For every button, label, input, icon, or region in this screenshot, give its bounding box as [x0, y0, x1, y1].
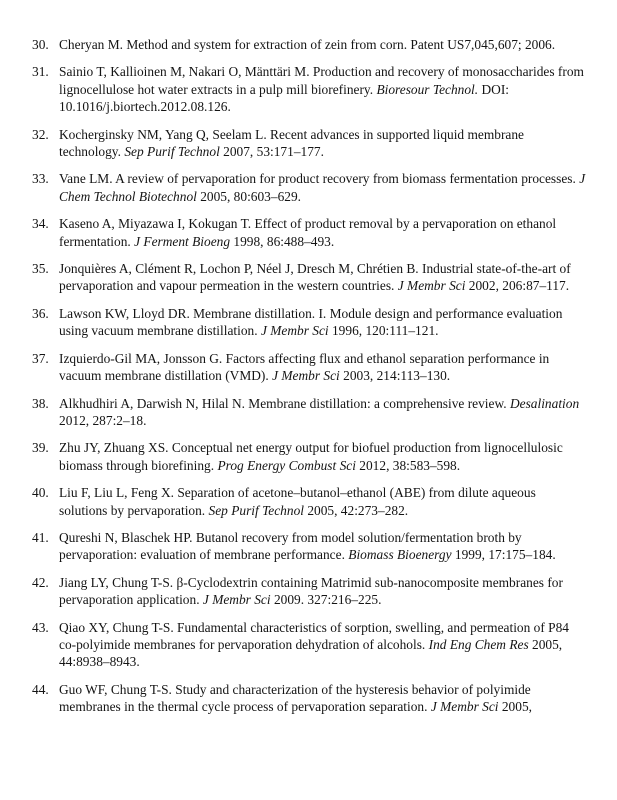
reference-text: Kocherginsky NM, Yang Q, Seelam L. Recent advances in supported liquid membrane technology.: [59, 126, 524, 160]
reference-journal: Bioresour Technol.: [376, 81, 479, 97]
reference-item: [0, 681, 617, 716]
reference-text: Qureshi N, Blaschek HP. Butanol recovery from model solution/fermentation broth by pervaporation: evaluation of membrane performance.: [59, 529, 522, 563]
reference-item: [0, 260, 617, 295]
reference-item: [0, 36, 617, 53]
reference-item: [0, 170, 617, 205]
reference-item: [0, 350, 617, 385]
reference-number: 39.: [32, 440, 49, 456]
reference-volume-pages: 2002, 206:87–117.: [465, 278, 570, 294]
reference-journal: Sep Purif Technol: [208, 502, 304, 518]
reference-volume-pages: 2005,: [498, 699, 532, 715]
reference-number: 33.: [32, 171, 49, 187]
reference-volume-pages: 1999, 17:175–184.: [451, 547, 556, 563]
reference-item: [0, 529, 617, 564]
reference-item: [0, 395, 617, 430]
reference-volume-pages: DOI: 10.1016/j.biortech.2012.08.126.: [59, 81, 509, 115]
reference-number: 31.: [32, 64, 49, 80]
reference-volume-pages: 2003, 214:113–130.: [339, 368, 451, 384]
reference-number: 37.: [32, 350, 49, 366]
reference-volume-pages: 2005, 42:273–282.: [303, 502, 409, 518]
reference-citation: [59, 440, 563, 472]
reference-citation: [59, 485, 536, 517]
reference-journal: J Membr Sci: [202, 592, 271, 608]
reference-citation: [59, 575, 563, 607]
reference-number: 38.: [32, 395, 49, 411]
reference-text: Liu F, Liu L, Feng X. Separation of acetone–butanol–ethanol (ABE) from dilute aqueous solutions by pervaporation.: [59, 485, 536, 518]
reference-citation: [59, 351, 549, 383]
reference-volume-pages: 2007, 53:171–177.: [219, 144, 324, 160]
reference-citation: [59, 37, 555, 52]
reference-volume-pages: 1998, 86:488–493.: [230, 233, 335, 249]
reference-item: [0, 439, 617, 474]
reference-journal: Desalination: [509, 395, 580, 411]
reference-journal: J Membr Sci: [397, 278, 466, 294]
reference-text: Lawson KW, Lloyd DR. Membrane distillation. I. Module design and performance evaluation using vacuum membrane distillation.: [59, 305, 563, 339]
reference-text: Jonquières A, Clément R, Lochon P, Néel J, Dresch M, Chrétien B. Industrial state-of-the-art of pervaporation and vapour permeation in the western countries.: [59, 261, 571, 294]
reference-volume-pages: 2012, 38:583–598.: [355, 457, 461, 473]
reference-journal: Prog Energy Combust Sci: [217, 457, 356, 473]
reference-item: [0, 484, 617, 519]
reference-number: 36.: [32, 305, 49, 321]
reference-citation: [59, 261, 571, 293]
reference-item: [0, 619, 617, 671]
reference-number: 40.: [32, 485, 49, 501]
reference-citation: [59, 530, 556, 562]
reference-citation: [59, 620, 569, 670]
reference-text: Izquierdo-Gil MA, Jonsson G. Factors affecting flux and ethanol separation performance in vacuum membrane distillation (VMD).: [59, 350, 550, 384]
reference-number: 43.: [32, 619, 49, 635]
reference-text: Guo WF, Chung T-S. Study and characterization of the hysteresis behavior of polyimide membranes in the thermal cycle process of pervaporation separation.: [59, 681, 531, 715]
reference-volume-pages: 1996, 120:111–121.: [328, 323, 439, 339]
reference-number: 35.: [32, 261, 49, 277]
reference-number: 34.: [32, 216, 49, 232]
reference-citation: [59, 396, 579, 428]
reference-text: Zhu JY, Zhuang XS. Conceptual net energy output for biofuel production from lignocellulosic biomass through biorefining.: [59, 440, 563, 473]
reference-citation: [59, 64, 584, 114]
reference-number: 41.: [32, 529, 49, 545]
reference-journal: J Membr Sci: [260, 323, 329, 339]
reference-item: [0, 63, 617, 115]
reference-text: Sainio T, Kallioinen M, Nakari O, Mänttäri M. Production and recovery of monosaccharides from lignocellulose hot water extracts in a pulp mill biorefinery.: [59, 64, 584, 97]
reference-item: [0, 574, 617, 609]
reference-journal: J Chem Technol Biotechnol: [59, 171, 586, 204]
reference-citation: [59, 682, 532, 714]
reference-item: [0, 215, 617, 250]
reference-journal: J Membr Sci: [272, 368, 340, 384]
reference-number: 44.: [32, 681, 49, 697]
reference-number: 32.: [32, 126, 49, 142]
reference-volume-pages: 2012, 287:2–18.: [59, 412, 147, 428]
reference-number: 42.: [32, 574, 49, 590]
reference-text: Kaseno A, Miyazawa I, Kokugan T. Effect of product removal by a pervaporation on ethanol fermentation.: [59, 216, 557, 249]
reference-volume-pages: 2009. 327:216–225.: [270, 592, 382, 608]
reference-journal: Biomass Bioenergy: [348, 547, 452, 563]
reference-number: 30.: [32, 37, 49, 52]
reference-citation: [59, 306, 562, 338]
reference-volume-pages: 2005, 80:603–629.: [196, 188, 302, 204]
reference-text: Jiang LY, Chung T-S. β-Cyclodextrin containing Matrimid sub-nanocomposite membranes for pervaporation application.: [59, 574, 563, 608]
reference-text: Qiao XY, Chung T-S. Fundamental characteristics of sorption, swelling, and permeation of P84 co-polyimide membranes for pervaporation dehydration of alcohols.: [59, 619, 570, 652]
reference-journal: J Ferment Bioeng: [134, 233, 231, 249]
reference-text: Cheryan M. Method and system for extraction of zein from corn. Patent US7,045,607; 2006.: [59, 37, 556, 52]
reference-item: [0, 126, 617, 161]
reference-volume-pages: 2005, 44:8938–8943.: [59, 636, 563, 670]
reference-text: Vane LM. A review of pervaporation for product recovery from biomass fermentation processes.: [59, 171, 580, 187]
reference-journal: J Membr Sci: [430, 699, 499, 715]
reference-citation: [59, 171, 585, 203]
reference-citation: [59, 216, 556, 248]
reference-citation: [59, 127, 524, 159]
reference-list: [0, 36, 617, 726]
reference-journal: Ind Eng Chem Res: [428, 636, 529, 652]
reference-journal: Sep Purif Technol: [124, 144, 220, 160]
reference-item: [0, 305, 617, 340]
reference-text: Alkhudhiri A, Darwish N, Hilal N. Membrane distillation: a comprehensive review.: [59, 395, 510, 411]
